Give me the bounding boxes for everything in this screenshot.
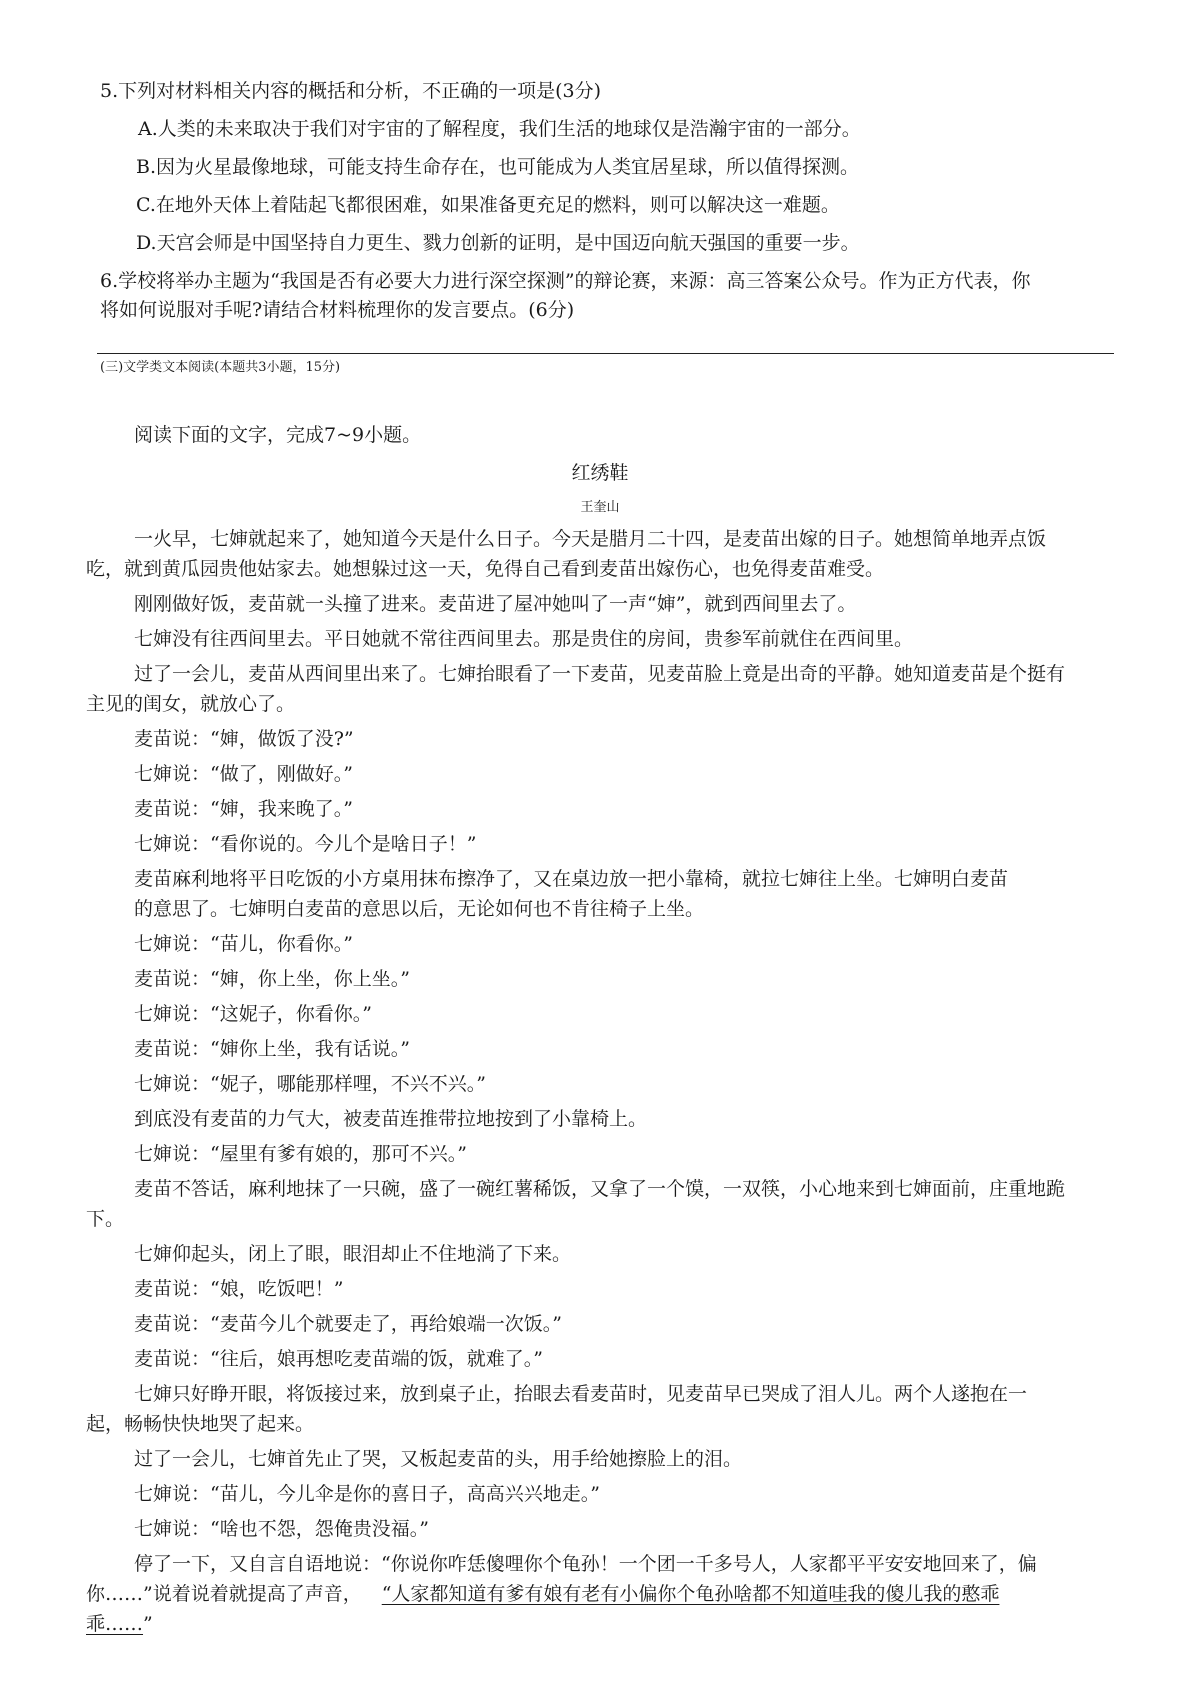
q5-option-c: C.在地外天体上着陆起飞都很困难，如果准备更充足的燃料，则可以解决这一难题。	[136, 194, 840, 216]
answer-line	[97, 353, 1114, 354]
story-line: 麦苗说：“娘，吃饭吧！”	[134, 1278, 344, 1300]
story-author: 王奎山	[580, 500, 620, 515]
story-line: 七婶说：“苗儿，你看你。”	[134, 933, 353, 955]
q5-option-d: D.天宫会师是中国坚持自力更生、戮力创新的证明，是中国迈向航天强国的重要一步。	[136, 232, 860, 254]
q6-line2: 将如何说服对手呢?请结合材料梳理你的发言要点。(6分)	[100, 299, 575, 321]
story-line: 七婶没有往西间里去。平日她就不常往西间里去。那是贵住的房间，贵参军前就住在西间里。	[134, 628, 914, 650]
story-line: 麦苗说：“婶，你上坐，你上坐。”	[134, 968, 410, 990]
story-line: 过了一会儿，七婶首先止了哭，又板起麦苗的头，用手给她擦脸上的泪。	[134, 1448, 743, 1470]
story-line	[86, 1612, 153, 1636]
story-line: 七婶只好睁开眼，将饭接过来，放到桌子止，抬眼去看麦苗时，见麦苗早已哭成了泪人儿。两个人遂抱在一	[134, 1383, 1028, 1405]
story-line: 麦苗说：“麦苗今儿个就要走了，再给娘端一次饭。”	[134, 1313, 562, 1335]
story-line: 下。	[86, 1208, 125, 1230]
story-line: 七婶说：“做了，刚做好。”	[134, 763, 353, 785]
story-line: 麦苗麻利地将平日吃饭的小方桌用抹布擦净了，又在桌边放一把小靠椅，就拉七婶往上坐。七婶明白麦苗	[134, 868, 1009, 890]
story-line: 七婶说：“屋里有爹有娘的，那可不兴。”	[134, 1143, 467, 1165]
story-line	[86, 1582, 999, 1606]
story-line: 一火早，七婶就起来了，她知道今天是什么日子。今天是腊月二十四，是麦苗出嫁的日子。她想简单地弄点饭	[134, 528, 1047, 550]
story-line: 麦苗说：“婶，我来晚了。”	[134, 798, 353, 820]
q5-option-b: B.因为火星最像地球，可能支持生命存在，也可能成为人类宜居星球，所以值得探测。	[136, 156, 860, 178]
q5-option-a: A.人类的未来取决于我们对宇宙的了解程度，我们生活的地球仅是浩瀚宇宙的一部分。	[138, 118, 861, 140]
story-line: 七婶说：“看你说的。今儿个是啥日子！”	[134, 833, 477, 855]
story-line: 刚刚做好饭，麦苗就一头撞了进来。麦苗进了屋冲她叫了一声“婶”，就到西间里去了。	[134, 593, 857, 615]
story-line: 过了一会儿，麦苗从西间里出来了。七婶抬眼看了一下麦苗，见麦苗脸上竟是出奇的平静。她知道麦苗是个挺有	[134, 663, 1066, 685]
story-quote-underlined-end: 乖……	[86, 1613, 144, 1635]
story-line: 到底没有麦苗的力气大，被麦苗连推带拉地按到了小靠椅上。	[134, 1108, 648, 1130]
story-line: 七婶说：“苗儿，今儿伞是你的喜日子，高高兴兴地走。”	[134, 1483, 600, 1505]
story-line: 麦苗说：“往后，娘再想吃麦苗端的饭，就难了。”	[134, 1348, 543, 1370]
story-line-start: 你……”说着说着就提高了声音，	[86, 1583, 362, 1605]
story-line: 麦苗说：“婶，做饭了没?”	[134, 728, 354, 750]
story-quote-underlined: “人家都知道有爹有娘有老有小偏你个龟孙啥都不知道哇我的傻儿我的憨乖	[381, 1583, 1000, 1605]
story-quote-close: ”	[143, 1613, 153, 1635]
story-title: 红绣鞋	[571, 462, 629, 484]
story-line: 七婶仰起头，闭上了眼，眼泪却止不住地淌了下来。	[134, 1243, 572, 1265]
story-line: 吃，就到黄瓜园贵他姑家去。她想躲过这一天，免得自己看到麦苗出嫁伤心，也免得麦苗难受。	[86, 558, 885, 580]
story-line: 麦苗说：“婶你上坐，我有话说。”	[134, 1038, 410, 1060]
q6-line1: 6.学校将举办主题为“我国是否有必要大力进行深空探测”的辩论赛，来源：高三答案公众号。作为正方代表，你	[100, 270, 1031, 292]
story-line: 停了一下，又自言自语地说：“你说你咋恁傻哩你个龟孙！一个团一千多号人，人家都平平安安地回来了，偏	[134, 1553, 1037, 1575]
section-heading: (三)文学类文本阅读(本题共3小题，15分)	[100, 360, 341, 375]
reading-instruction: 阅读下面的文字，完成7~9小题。	[134, 424, 422, 446]
story-line: 主见的闺女，就放心了。	[86, 693, 296, 715]
story-line: 七婶说：“妮子，哪能那样哩，不兴不兴。”	[134, 1073, 486, 1095]
q5-stem: 5.下列对材料相关内容的概括和分析，不正确的一项是(3分)	[100, 80, 602, 102]
story-line: 的意思了。七婶明白麦苗的意思以后，无论如何也不肯往椅子上坐。	[134, 898, 705, 920]
story-line: 麦苗不答话，麻利地抹了一只碗，盛了一碗红薯稀饭，又拿了一个馍，一双筷，小心地来到七婶面前，庄重地跪	[134, 1178, 1066, 1200]
story-line: 起，畅畅快快地哭了起来。	[86, 1413, 315, 1435]
story-line: 七婶说：“这妮子，你看你。”	[134, 1003, 372, 1025]
story-line: 七婶说：“啥也不怨，怨俺贵没福。”	[134, 1518, 429, 1540]
